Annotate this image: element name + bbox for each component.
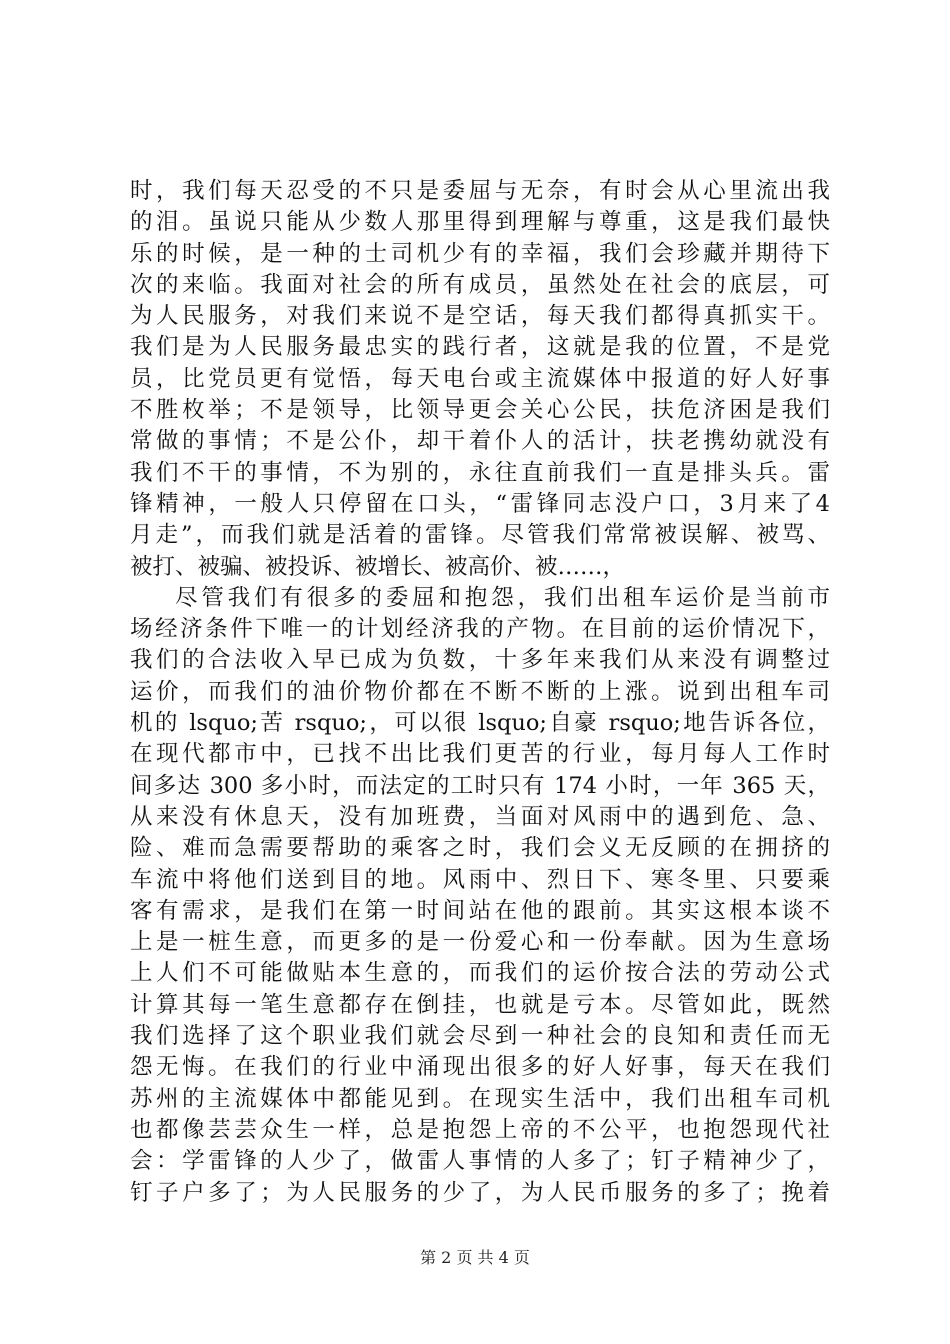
text-line: 月走”，而我们就是活着的雷锋。尽管我们常常被误解、被骂、 [130,522,830,549]
text-line: 也都像芸芸众生一样，总是抱怨上帝的不公平，也抱怨现代社 [130,1116,830,1143]
paragraph [130,583,830,1209]
text-line: 在现代都市中，已找不出比我们更苦的行业，每月每人工作时 [130,741,830,768]
text-line: 运价，而我们的油价物价都在不断不断的上涨。说到出租车司 [130,678,830,705]
text-line: 上人们不可能做贴本生意的，而我们的运价按合法的劳动公式 [130,960,830,987]
text-line: 场经济条件下唯一的计划经济我的产物。在目前的运价情况下， [130,616,830,643]
text-line: 会：学雷锋的人少了，做雷人事情的人多了；钉子精神少了， [130,1148,830,1175]
text-line: 被打、被骗、被投诉、被增长、被高价、被……， [130,553,626,580]
text-line: 为人民服务，对我们来说不是空话，每天我们都得真抓实干。 [130,303,830,330]
text-line: 怨无悔。在我们的行业中涌现出很多的好人好事，每天在我们 [130,1054,830,1081]
text-line: 上是一桩生意，而更多的是一份爱心和一份奉献。因为生意场 [130,929,830,956]
text-line: 计算其每一笔生意都存在倒挂，也就是亏本。尽管如此，既然 [130,991,830,1018]
text-line: 机的 lsquo;苦 rsquo;，可以很 lsquo;自豪 rsquo;地告诉各位， [130,710,830,737]
text-line: 常做的事情；不是公仆，却干着仆人的活计，扶老携幼就没有 [130,428,830,455]
page-footer: 第 2 页 共 4 页 [420,1248,530,1267]
text-line: 车流中将他们送到目的地。风雨中、烈日下、寒冬里、只要乘 [130,866,830,893]
text-line: 苏州的主流媒体中都能见到。在现实生活中，我们出租车司机 [130,1085,830,1112]
text-line: 锋精神，一般人只停留在口头，“雷锋同志没户口，3月来了4 [130,490,830,517]
text-line: 我们是为人民服务最忠实的践行者，这就是我的位置，不是党 [130,334,830,361]
text-line: 从来没有休息天，没有加班费，当面对风雨中的遇到危、急、 [130,803,830,830]
text-line: 险、难而急需要帮助的乘客之时，我们会义无反顾的在拥挤的 [130,835,830,862]
text-line: 我们的合法收入早已成为负数，十多年来我们从来没有调整过 [130,647,830,674]
text-line: 间多达 300 多小时，而法定的工时只有 174 小时，一年 365 天， [130,772,830,799]
text-line: 乐的时候，是一种的士司机少有的幸福，我们会珍藏并期待下 [130,240,830,267]
text-line: 员，比党员更有觉悟，每天电台或主流媒体中报道的好人好事 [130,365,830,392]
text-line: 钉子户多了；为人民服务的少了，为人民币服务的多了；挽着 [130,1179,830,1206]
text-line: 我们选择了这个职业我们就会尽到一种社会的良知和责任而无 [130,1023,830,1050]
text-line: 客有需求，是我们在第一时间站在他的跟前。其实这根本谈不 [130,897,830,924]
text-line: 不胜枚举；不是领导，比领导更会关心公民，扶危济困是我们 [130,397,830,424]
text-line: 的泪。虽说只能从少数人那里得到理解与尊重，这是我们最快 [130,209,830,236]
text-line: 次的来临。我面对社会的所有成员，虽然处在社会的底层，可 [130,271,830,298]
text-line: 我们不干的事情，不为别的，永往直前我们一直是排头兵。雷 [130,459,830,486]
text-line: 时，我们每天忍受的不只是委屈与无奈，有时会从心里流出我 [130,178,830,204]
text-line: 尽管我们有很多的委屈和抱怨，我们出租车运价是当前市 [175,584,830,611]
document-body [130,176,830,1209]
paragraph [130,176,830,583]
